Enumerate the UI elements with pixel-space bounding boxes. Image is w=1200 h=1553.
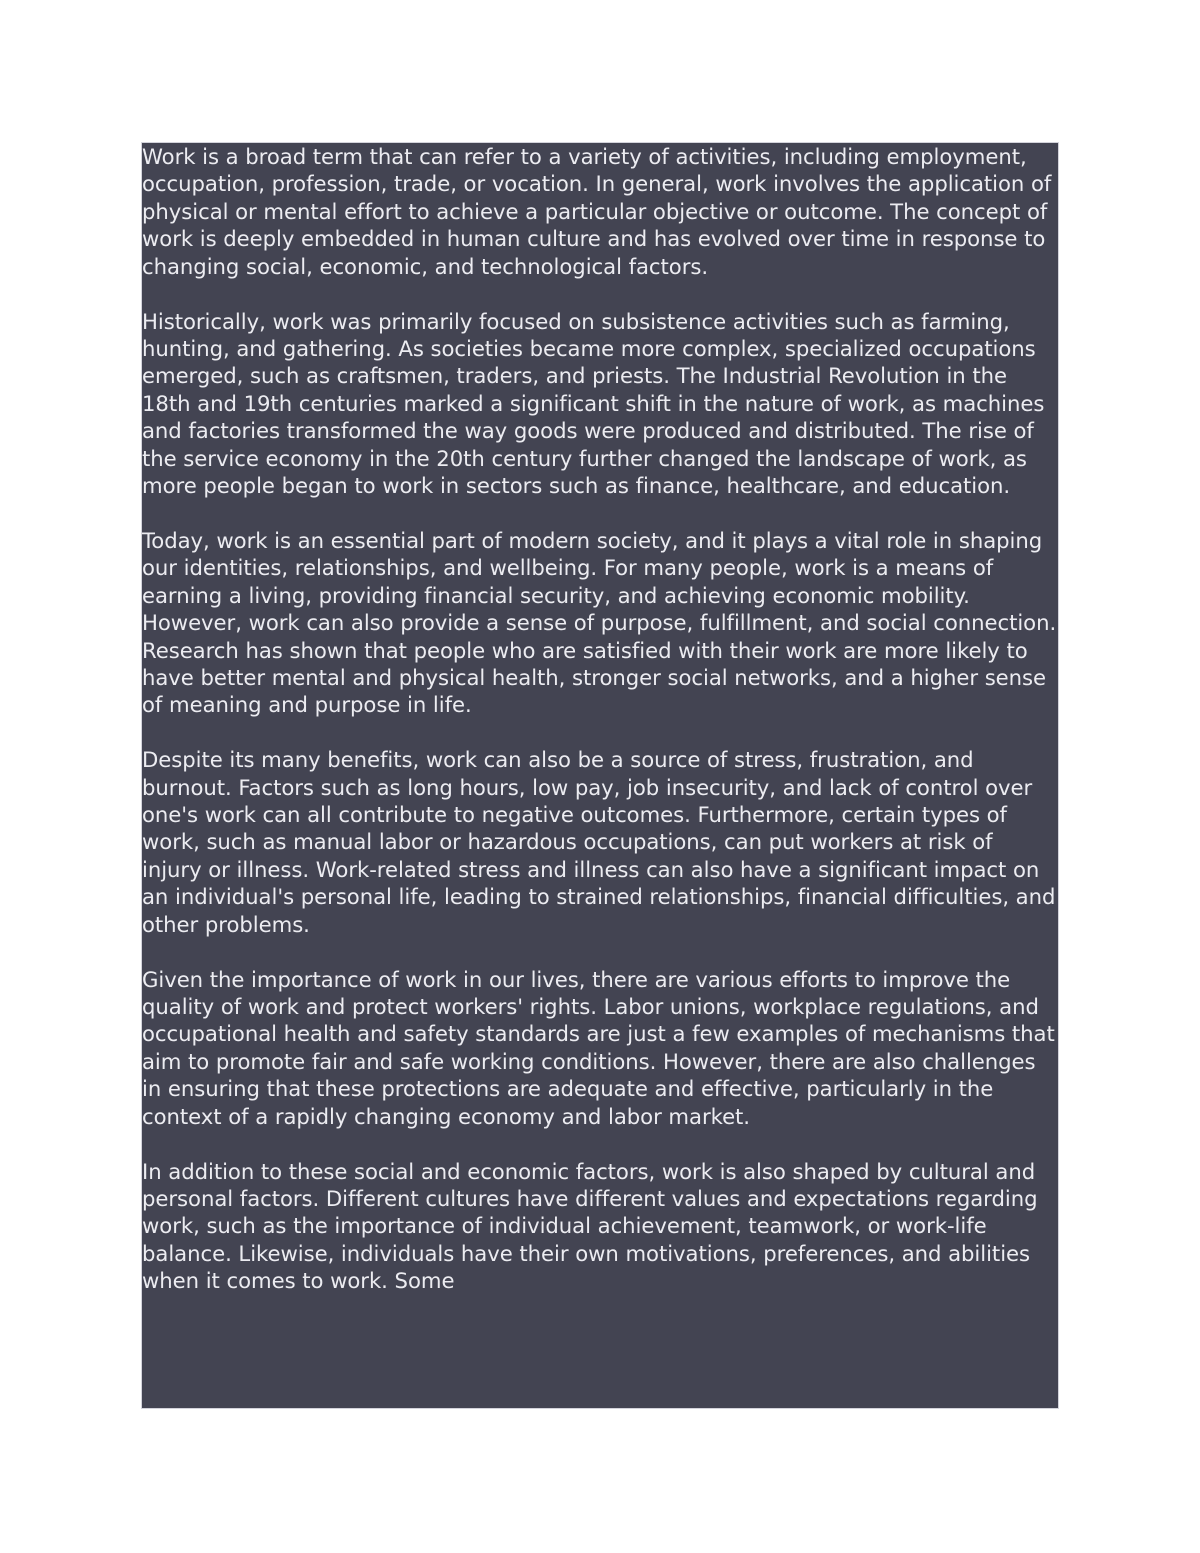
text-block [141, 142, 1059, 1409]
paragraph-5: Given the importance of work in our lives, there are various efforts to improve the quality of work and protect workers' rights. Labor unions, workplace regulations, and occupational health and safety standards are just a few examples of mechanisms that aim to promote fair and safe working conditions. However, there are also challenges in ensuring that these protections are adequate and effective, particularly in the context of a rapidly changing economy and labor market. [142, 966, 1055, 1129]
paragraph-3: Today, work is an essential part of modern society, and it plays a vital role in shaping our identities, relationships, and wellbeing. For many people, work is a means of earning a living, providing financial security, and achieving economic mobility. However, work can also provide a sense of purpose, fulfillment, and social connection. Research has shown that people who are satisfied with their work are more likely to have better mental and physical health, stronger social networks, and a higher sense of meaning and purpose in life. [142, 527, 1057, 718]
paragraph-1: Work is a broad term that can refer to a variety of activities, including employment, occupation, profession, trade, or vocation. In general, work involves the application of physical or mental effort to achieve a particular objective or outcome. The concept of work is deeply embedded in human culture and has evolved over time in response to changing social, economic, and technological factors. [142, 144, 1052, 279]
paragraph-4: Despite its many benefits, work can also be a source of stress, frustration, and burnout. Factors such as long hours, low pay, job insecurity, and lack of control over one's work can all contribute to negative outcomes. Furthermore, certain types of work, such as manual labor or hazardous occupations, can put workers at risk of injury or illness. Work-related stress and illness can also have a significant impact on an individual's personal life, leading to strained relationships, financial difficulties, and other problems. [142, 747, 1056, 937]
paragraph-2: Historically, work was primarily focused on subsistence activities such as farming, hunting, and gathering. As societies became more complex, specialized occupations emerged, such as craftsmen, traders, and priests. The Industrial Revolution in the 18th and 19th centuries marked a significant shift in the nature of work, as machines and factories transformed the way goods were produced and distributed. The rise of the service economy in the 20th century further changed the landscape of work, as more people began to work in sectors such as finance, healthcare, and education. [142, 308, 1045, 498]
paragraph-6: In addition to these social and economic factors, work is also shaped by cultural and personal factors. Different cultures have different values and expectations regarding work, such as the importance of individual achievement, teamwork, or work-life balance. Likewise, individuals have their own motivations, preferences, and abilities when it comes to work. Some [142, 1158, 1038, 1294]
